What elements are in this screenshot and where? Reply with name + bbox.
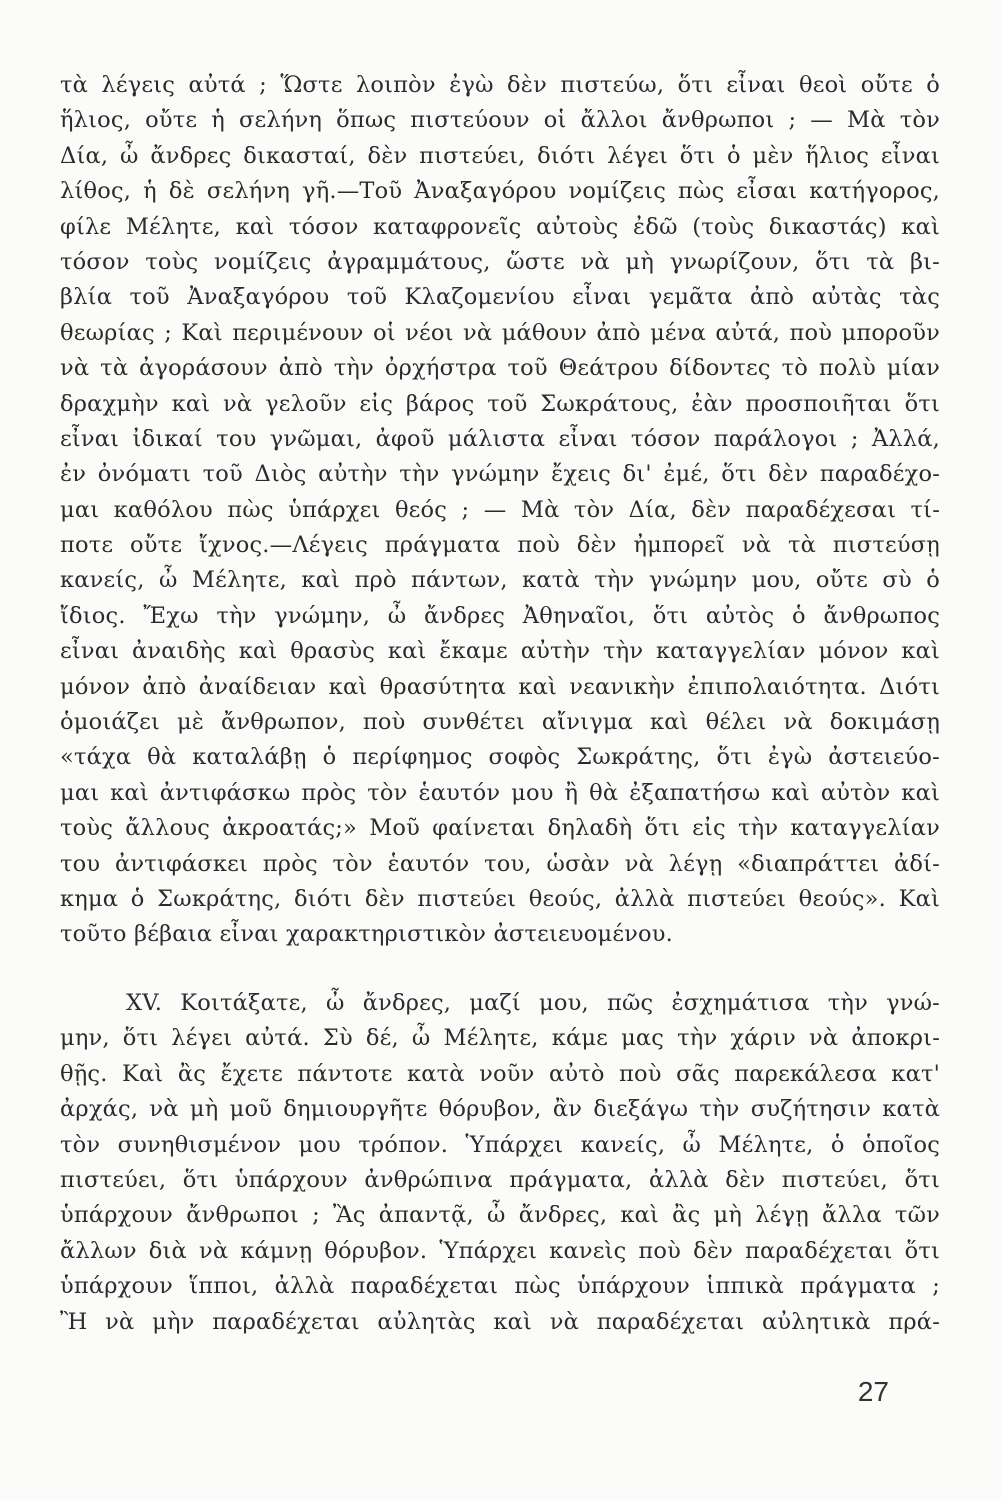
text-line: ὑπάρχουν ἄνθρωποι ; Ἂς ἀπαντᾷ, ὦ ἄνδρες, καὶ ἂς μὴ λέγῃ ἄλλα τῶν [60, 1202, 940, 1229]
text-line: Δία, ὦ ἄνδρες δικασταί, δὲν πιστεύει, διότι λέγει ὅτι ὁ μὲν ἥλιος εἶναι [60, 142, 940, 169]
text-line: τὰ λέγεις αὐτά ; Ὥστε λοιπὸν ἐγὼ δὲν πιστεύω, ὅτι εἶναι θεοὶ οὔτε ὁ [60, 72, 940, 98]
text-line: ἄλλων διὰ νὰ κάμνῃ θόρυβον. Ὑπάρχει κανεὶς ποὺ δὲν παραδέχεται ὅτι [60, 1237, 940, 1264]
text-line: εἶναι ἀναιδὴς καὶ θρασὺς καὶ ἔκαμε αὐτὴν τὴν καταγγελίαν μόνον καὶ [60, 638, 940, 665]
text-line: θῇς. Καὶ ἂς ἔχετε πάντοτε κατὰ νοῦν αὐτὸ ποὺ σᾶς παρεκάλεσα κατ' [60, 1060, 940, 1087]
text-line: θεωρίας ; Καὶ περιμένουν οἱ νέοι νὰ μάθουν ἀπὸ μένα αὐτά, ποὺ μποροῦν [60, 319, 940, 346]
text-line: Ἢ νὰ μὴν παραδέχεται αὐλητὰς καὶ νὰ παραδέχεται αὐλητικὰ πρά- [60, 1308, 940, 1335]
text-line: μαι καὶ ἀντιφάσκω πρὸς τὸν ἑαυτόν μου ἢ θὰ ἐξαπατήσω καὶ αὐτὸν καὶ [60, 779, 940, 806]
paragraph-1 [60, 68, 940, 953]
text-line: φίλε Μέλητε, καὶ τόσον καταφρονεῖς αὐτοὺς ἐδῶ (τοὺς δικαστάς) καὶ [60, 213, 940, 240]
text-line: XV. Κοιτάξατε, ὦ ἄνδρες, μαζί μου, πῶς ἐσχημάτισα τὴν γνώ- [126, 990, 940, 1016]
text-line: ἀρχάς, νὰ μὴ μοῦ δημιουργῆτε θόρυβον, ἂν διεξάγω τὴν συζήτησιν κατὰ [60, 1096, 940, 1123]
text-line: τόσον τοὺς νομίζεις ἀγραμμάτους, ὥστε νὰ μὴ γνωρίζουν, ὅτι τὰ βι- [60, 248, 940, 275]
text-line: τοῦτο βέβαια εἶναι χαρακτηριστικὸν ἀστειευομένου. [60, 921, 674, 948]
text-line: ὑπάρχουν ἵπποι, ἀλλὰ παραδέχεται πὼς ὑπάρχουν ἱππικὰ πράγματα ; [60, 1273, 940, 1300]
text-line: μην, ὅτι λέγει αὐτά. Σὺ δέ, ὦ Μέλητε, κάμε μας τὴν χάριν νὰ ἀποκρι- [60, 1025, 940, 1052]
text-line: λίθος, ἡ δὲ σελήνη γῆ.—Τοῦ Ἀναξαγόρου νομίζεις πὼς εἶσαι κατήγορος, [60, 178, 940, 205]
text-line: ὁμοιάζει μὲ ἄνθρωπον, ποὺ συνθέτει αἴνιγμα καὶ θέλει νὰ δοκιμάσῃ [60, 709, 940, 736]
text-line: μαι καθόλου πὼς ὑπάρχει θεός ; — Μὰ τὸν Δία, δὲν παραδέχεσαι τί- [60, 496, 940, 523]
text-line: ἐν ὀνόματι τοῦ Διὸς αὐτὴν τὴν γνώμην ἔχεις δι' ἐμέ, ὅτι δὲν παραδέχο- [60, 461, 940, 488]
text-line: τὸν συνηθισμένον μου τρόπον. Ὑπάρχει κανείς, ὦ Μέλητε, ὁ ὁποῖος [60, 1131, 940, 1158]
text-line: βλία τοῦ Ἀναξαγόρου τοῦ Κλαζομενίου εἶναι γεμᾶτα ἀπὸ αὐτὰς τὰς [60, 284, 940, 311]
text-line: ἥλιος, οὔτε ἡ σελήνη ὅπως πιστεύουν οἱ ἄλλοι ἄνθρωποι ; — Μὰ τὸν [60, 107, 940, 134]
text-line: πιστεύει, ὅτι ὑπάρχουν ἀνθρώπινα πράγματα, ἀλλὰ δὲν πιστεύει, ὅτι [60, 1166, 940, 1193]
text-line: κανείς, ὦ Μέλητε, καὶ πρὸ πάντων, κατὰ τὴν γνώμην μου, οὔτε σὺ ὁ [60, 567, 940, 594]
text-line: εἶναι ἰδικαί του γνῶμαι, ἀφοῦ μάλιστα εἶναι τόσον παράλογοι ; Ἀλλά, [60, 425, 940, 452]
text-line: νὰ τὰ ἀγοράσουν ἀπὸ τὴν ὀρχήστρα τοῦ Θεάτρου δίδοντες τὸ πολὺ μίαν [60, 355, 940, 382]
text-line: «τάχα θὰ καταλάβῃ ὁ περίφημος σοφὸς Σωκράτης, ὅτι ἐγὼ ἀστειεύο- [60, 744, 940, 771]
page-number: 27 [857, 1376, 889, 1407]
paragraph-2 [60, 986, 940, 1340]
text-line: ἴδιος. Ἔχω τὴν γνώμην, ὦ ἄνδρες Ἀθηναῖοι, ὅτι αὐτὸς ὁ ἄνθρωπος [60, 602, 940, 629]
text-line: του ἀντιφάσκει πρὸς τὸν ἑαυτόν του, ὡσὰν νὰ λέγῃ «διαπράττει ἀδί- [60, 850, 940, 877]
text-line: ποτε οὔτε ἴχνος.—Λέγεις πράγματα ποὺ δὲν ἠμπορεῖ νὰ τὰ πιστεύσῃ [60, 532, 940, 559]
text-line: κημα ὁ Σωκράτης, διότι δὲν πιστεύει θεούς, ἀλλὰ πιστεύει θεούς». Καὶ [60, 885, 940, 912]
text-line: τοὺς ἄλλους ἀκροατάς;» Μοῦ φαίνεται δηλαδὴ ὅτι εἰς τὴν καταγγελίαν [60, 815, 940, 842]
text-line: μόνον ἀπὸ ἀναίδειαν καὶ θρασύτητα καὶ νεανικὴν ἐπιπολαιότητα. Διότι [60, 673, 940, 700]
text-line: δραχμὴν καὶ νὰ γελοῦν εἰς βάρος τοῦ Σωκράτους, ἐὰν προσποιῆται ὅτι [60, 390, 940, 417]
